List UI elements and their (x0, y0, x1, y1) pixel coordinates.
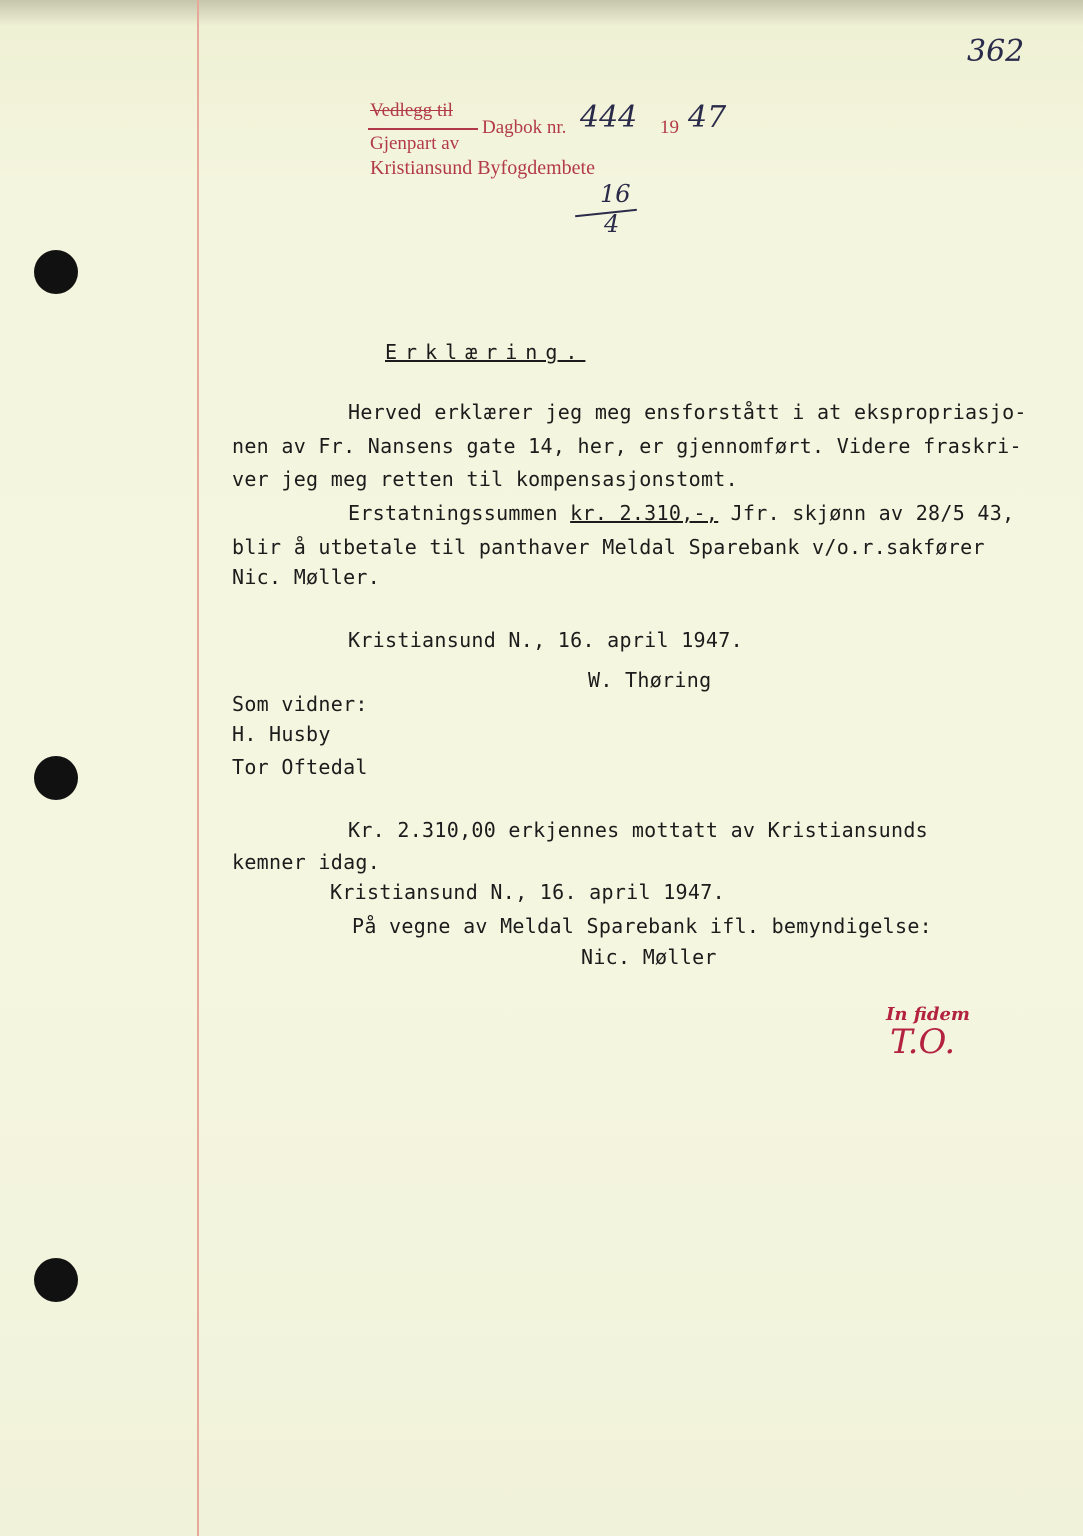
scan-shadow (0, 0, 1083, 26)
receipt-line-1: Kr. 2.310,00 erkjennes mottatt av Kristiansunds (348, 818, 929, 842)
body-line-2: nen av Fr. Nansens gate 14, her, er gjennomført. Videre fraskri- (232, 434, 1022, 458)
signer-1: W. Thøring (588, 668, 712, 692)
body-line-1: Herved erklærer jeg meg ensforstått i at ekspropriasjo- (348, 400, 1027, 424)
punch-hole-top (34, 250, 78, 294)
stamp-vedlegg: Vedlegg til (370, 100, 453, 121)
handwritten-date-month: 4 (604, 210, 620, 238)
page-number: 362 (967, 34, 1025, 69)
stamp-year-prefix: 19 (660, 117, 679, 138)
receipt-line-2: kemner idag. (232, 850, 381, 874)
body-line-3: ver jeg meg retten til kompensasjonstomt. (232, 467, 738, 491)
witnesses-label: Som vidner: (232, 692, 368, 716)
stamp-rule (368, 128, 478, 130)
witness-2: Tor Oftedal (232, 755, 368, 779)
stamp-gjenpart: Gjenpart av (370, 133, 460, 154)
receipt-behalf: På vegne av Meldal Sparebank ifl. bemyndigelse: (352, 914, 933, 938)
punch-hole-middle (34, 756, 78, 800)
stamp-dagbok-label: Dagbok nr. (482, 117, 567, 138)
in-fidem-initials: T.O. (890, 1022, 956, 1062)
stamp-office: Kristiansund Byfogdembete (370, 157, 595, 179)
place-date-1: Kristiansund N., 16. april 1947. (348, 628, 743, 652)
receipt-signer: Nic. Møller (581, 945, 717, 969)
body-line-4-end: Jfr. skjønn av 28/5 43, (718, 501, 1015, 525)
receipt-place-date: Kristiansund N., 16. april 1947. (330, 880, 725, 904)
document-title: Erklæring. (385, 340, 586, 364)
compensation-amount: kr. 2.310,-, (570, 501, 719, 525)
margin-line (197, 0, 199, 1536)
handwritten-date-day: 16 (600, 180, 631, 208)
body-line-4-start: Erstatningssummen (348, 501, 571, 525)
body-line-5: blir å utbetale til panthaver Meldal Sparebank v/o.r.sakfører (232, 535, 985, 559)
in-fidem-stamp: In fidem (886, 1004, 970, 1025)
stamp-year-suffix: 47 (688, 100, 727, 135)
punch-hole-bottom (34, 1258, 78, 1302)
witness-1: H. Husby (232, 722, 331, 746)
stamp-dagbok-number: 444 (580, 100, 638, 135)
body-line-6: Nic. Møller. (232, 565, 381, 589)
body-line-4 (348, 501, 1014, 525)
